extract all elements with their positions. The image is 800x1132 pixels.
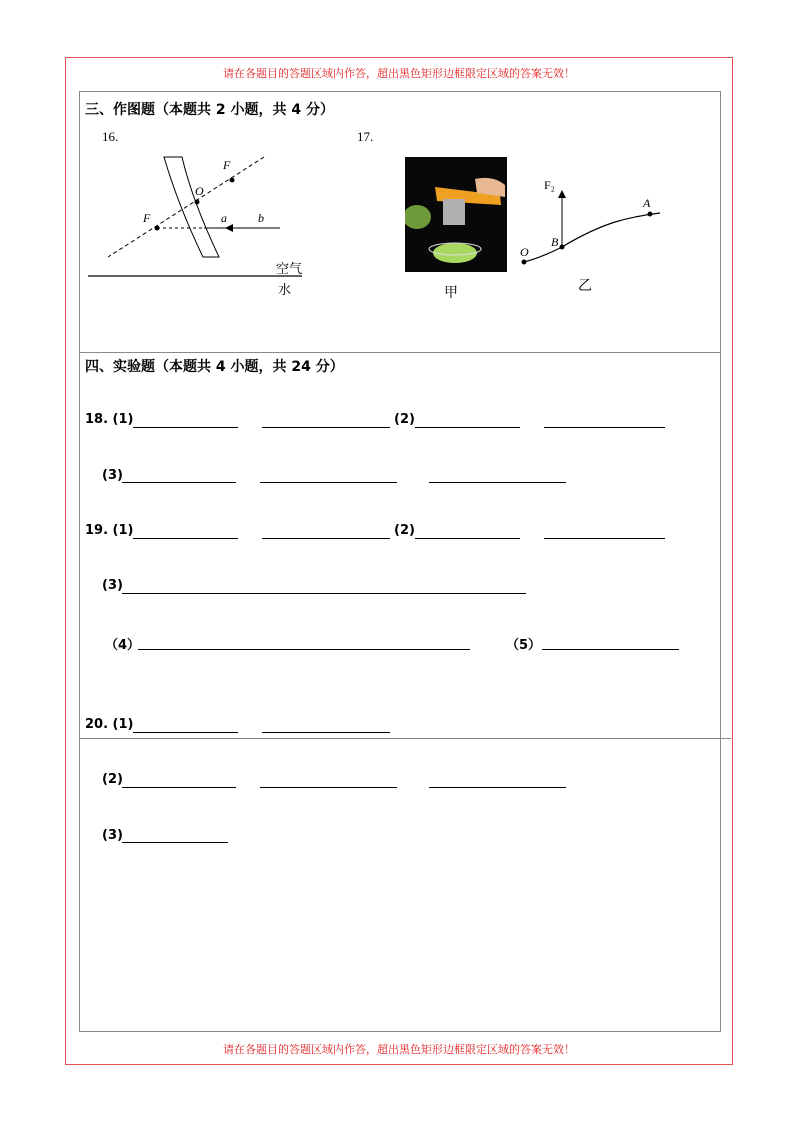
q18-3-blank-b[interactable]: [260, 482, 397, 483]
q18-2-blank-b[interactable]: [544, 427, 665, 428]
top-notice: 请在各题目的答题区域内作答，超出黑色矩形边框限定区域的答案无效！: [223, 67, 575, 80]
q20-2-blank-c[interactable]: [429, 787, 566, 788]
q19-part2-label: (2): [394, 523, 415, 538]
q17-garlic-press-photo: [405, 157, 507, 272]
q20-2-blank-a[interactable]: [122, 787, 236, 788]
q19-1-blank-a[interactable]: [133, 538, 238, 539]
q19-5-blank[interactable]: [542, 649, 679, 650]
label-A: A: [643, 196, 651, 210]
q16-number: 16.: [102, 129, 119, 144]
q19-part3-label: (3): [102, 578, 123, 593]
q19-1-blank-b[interactable]: [262, 538, 390, 539]
point-B: [560, 245, 565, 250]
q20-part3-label: (3): [102, 828, 123, 843]
q18-part2-label: (2): [394, 412, 415, 427]
q18-3-blank-c[interactable]: [429, 482, 566, 483]
label-water: 水: [278, 283, 292, 298]
q19-part4-label: （4）: [105, 638, 141, 653]
q16-lens-diagram: [80, 145, 320, 305]
label-a: a: [221, 211, 227, 225]
q17-caption-yi: 乙: [578, 278, 592, 294]
label-O: O: [195, 184, 204, 198]
q19-2-blank-a[interactable]: [415, 538, 520, 539]
q18-1-blank-b[interactable]: [262, 427, 390, 428]
q20-part2-label: (2): [102, 772, 123, 787]
press-chamber: [443, 199, 465, 225]
ray-arrow-icon: [225, 224, 233, 232]
q20-part1-label: 20. (1): [85, 717, 134, 732]
q20-1-blank-b[interactable]: [262, 732, 390, 733]
q18-part1-label: 18. (1): [85, 412, 134, 427]
section-divider: [79, 352, 721, 353]
point-A: [648, 212, 653, 217]
q19-3-blank[interactable]: [122, 593, 526, 594]
lever-curve: [524, 213, 660, 262]
section3-title: 三、作图题（本题共 2 小题，共 4 分）: [85, 102, 334, 118]
force-arrow-icon: [558, 190, 566, 198]
page-break-line: [79, 738, 731, 739]
optical-center-point: [195, 200, 200, 205]
minced-garlic-bowl: [433, 243, 477, 263]
concave-lens-shape: [164, 157, 219, 257]
q20-1-blank-a[interactable]: [133, 732, 238, 733]
label-F-top: F: [223, 158, 231, 172]
label-B: B: [551, 235, 559, 249]
q19-2-blank-b[interactable]: [544, 538, 665, 539]
q17-number: 17.: [357, 129, 374, 144]
label-air: 空气: [276, 262, 303, 277]
q18-3-blank-a[interactable]: [122, 482, 236, 483]
q19-part1-label: 19. (1): [85, 523, 134, 538]
garlic-press-illustration: [405, 157, 507, 272]
q20-2-blank-b[interactable]: [260, 787, 397, 788]
q19-part5-label: （5）: [506, 638, 542, 653]
label-O-lever: O: [520, 245, 529, 259]
q19-4-blank[interactable]: [138, 649, 470, 650]
q20-3-blank[interactable]: [122, 842, 228, 843]
point-O: [522, 260, 527, 265]
label-b: b: [258, 211, 264, 225]
q18-2-blank-a[interactable]: [415, 427, 520, 428]
bottom-notice: 请在各题目的答题区域内作答，超出黑色矩形边框限定区域的答案无效！: [223, 1043, 575, 1056]
q17-lever-diagram: [510, 170, 670, 270]
focus-point-top: [230, 178, 235, 183]
q17-caption-jia: 甲: [444, 285, 458, 301]
q18-part3-label: (3): [102, 468, 123, 483]
q18-1-blank-a[interactable]: [133, 427, 238, 428]
focus-point-left: [155, 226, 160, 231]
label-F2: F₂: [544, 178, 555, 192]
section4-title: 四、实验题（本题共 4 小题，共 24 分）: [85, 359, 344, 375]
label-F-left: F: [143, 211, 151, 225]
